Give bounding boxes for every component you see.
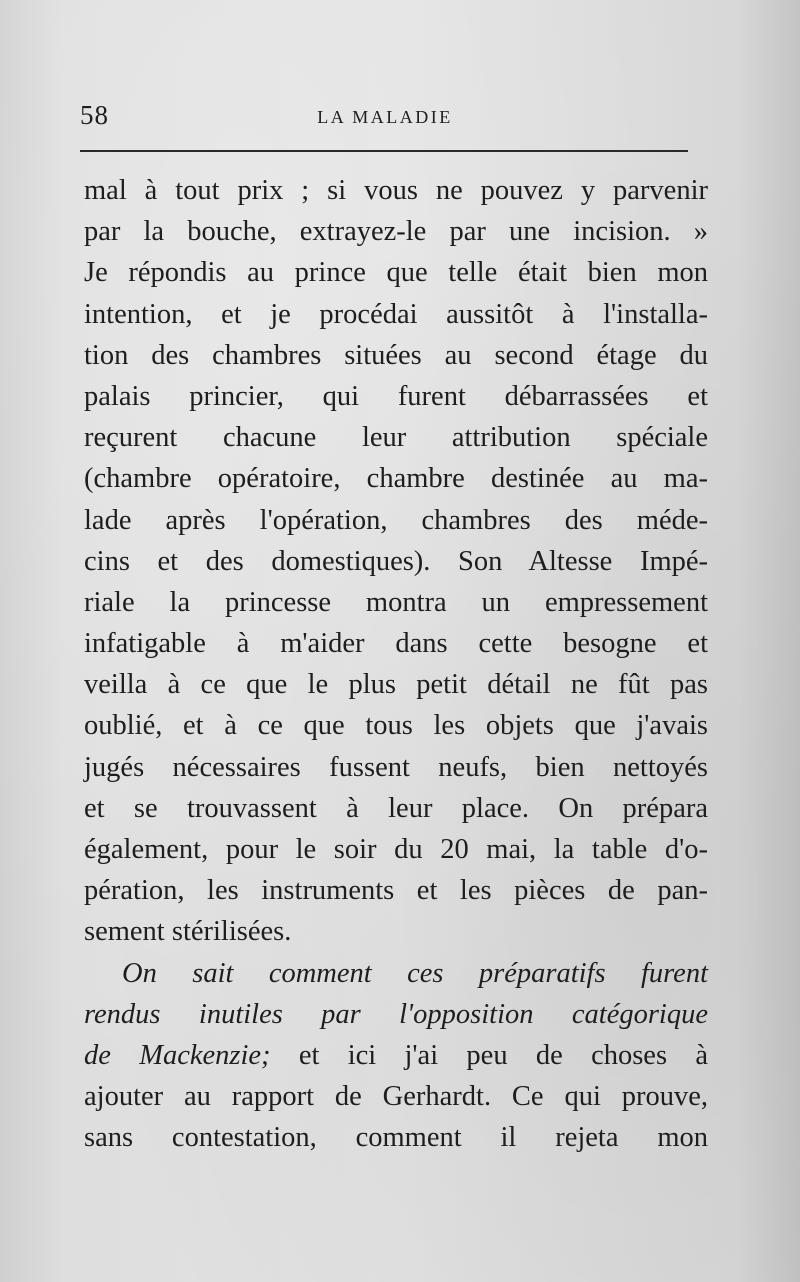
text-line: également, pour le soir du 20 mai, la table d'o-: [84, 834, 708, 865]
page-number: 58: [80, 100, 109, 130]
text-line: pération, les instruments et les pièces de pan-: [84, 875, 708, 907]
text-line: ajouter au rapport de Gerhardt. Ce qui prouve,: [84, 1081, 708, 1113]
text-line: cins et des domestiques). Son Altesse Impé-: [84, 545, 708, 577]
header-rule: [80, 150, 688, 152]
text-line: jugés nécessaires fussent neufs, bien nettoyés: [84, 751, 708, 783]
italic-name: de Mackenzie;: [84, 1039, 271, 1071]
text-line: oublié, et à ce que tous les objets que j'avais: [84, 710, 708, 742]
text-line-mixed: [84, 1035, 708, 1076]
text-line-rest: et ici j'ai peu de choses à: [270, 1039, 708, 1071]
text-line: Je répondis au prince que telle était bien mon: [84, 257, 708, 289]
text-line: (chambre opératoire, chambre destinée au ma-: [84, 463, 708, 495]
text-line: sans contestation, comment il rejeta mon: [84, 1122, 708, 1154]
text-line: par la bouche, extrayez-le par une incision. »: [84, 216, 708, 248]
text-line: tion des chambres situées au second étage du: [84, 339, 708, 371]
text-line-italic: On sait comment ces préparatifs furent: [122, 957, 708, 989]
text-line: riale la princesse montra un empressement: [84, 586, 708, 618]
text-line: et se trouvassent à leur place. On prépara: [84, 792, 708, 824]
text-line: palais princier, qui furent débarrassées et: [84, 380, 708, 412]
text-line-italic: rendus inutiles par l'opposition catégorique: [84, 998, 708, 1030]
body-text: [84, 170, 708, 1159]
running-title: LA MALADIE: [317, 107, 453, 127]
text-line: infatigable à m'aider dans cette besogne et: [84, 628, 708, 660]
text-line: mal à tout prix ; si vous ne pouvez y parvenir: [84, 175, 708, 206]
text-line: intention, et je procédai aussitôt à l'installa-: [84, 298, 708, 330]
text-line: veilla à ce que le plus petit détail ne fût pas: [84, 669, 708, 701]
text-line: sement stérilisées.: [84, 916, 292, 948]
text-line: lade après l'opération, chambres des méde-: [84, 504, 708, 536]
text-line: reçurent chacune leur attribution spéciale: [84, 422, 708, 454]
running-head: [80, 100, 690, 136]
